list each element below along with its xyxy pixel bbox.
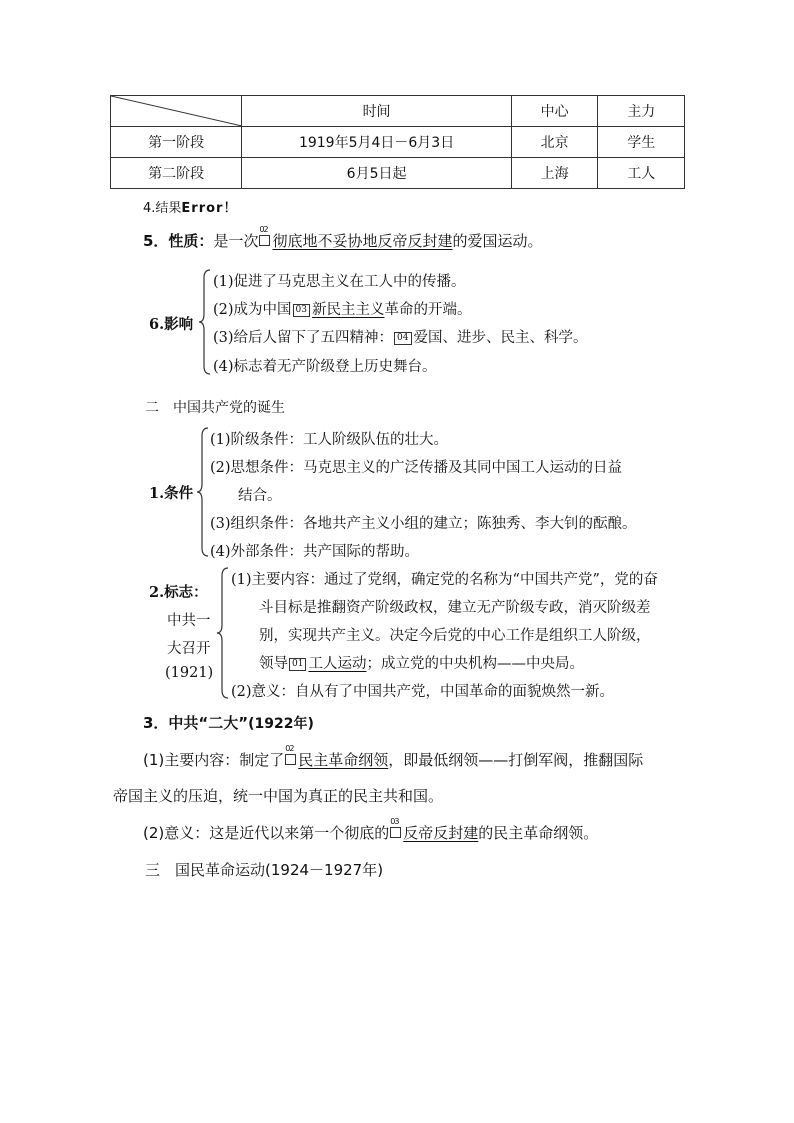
force-cell: 学生 [598,127,685,158]
sign-label-2: 中共一 [167,613,211,629]
center-cell: 上海 [511,158,598,189]
table-row [111,127,685,158]
item4-error: Error！ [181,201,238,216]
item3-meaning-post: 的民主革命纲领。 [478,824,599,842]
answer-marker-icon: 03 [293,304,310,317]
answer-marker [285,744,296,769]
item6-brace [198,268,212,376]
sign-meaning: (2)意义：自从有了中国共产党，中国革命的面貌焕然一新。 [231,684,615,700]
diagonal-line [111,96,242,126]
item4-label: 4.结果 [143,201,182,216]
marker-number: 02 [259,225,268,234]
stages-table [110,95,685,189]
item5-answer: 彻底地不妥协地反帝反封建 [272,232,453,250]
sign-line-1: (1)主要内容：通过了党纲，确定党的名称为“中国共产党”，党的奋 [231,572,658,588]
answer-marker [390,817,401,842]
sign-line4-pre: 领导 [259,656,288,672]
sign-line-3: 别，实现共产主义。决定今后党的中心工作是组织工人阶级， [259,628,651,644]
sign-label-3: 大召开 [167,641,211,657]
header-time: 时间 [242,96,512,127]
marker-box-icon [259,235,270,246]
sign-line-4 [259,652,584,673]
sign-brace [216,566,230,700]
header-force: 主力 [598,96,685,127]
item3-answer-1: 民主革命纲领 [298,751,389,769]
item3-content-pre: (1)主要内容：制定了 [143,751,285,769]
item6-line2-post: 革命的开端。 [384,302,472,318]
sign-line-2: 斗目标是推翻资产阶级政权，建立无产阶级专政，消灭阶级差 [259,600,651,616]
marker-box-icon [390,827,401,838]
item4-line [143,197,237,216]
item6-line-1: (1)促进了马克思主义在工人中的传播。 [213,274,466,290]
item5-line [143,225,543,251]
header-center: 中心 [511,96,598,127]
conditions-brace [196,426,210,558]
item6-line-3 [213,326,588,347]
sign-line4-post: ；成立党的中央机构——中央局。 [366,656,584,672]
item6-line-4: (4)标志着无产阶级登上历史舞台。 [213,359,437,375]
condition-line-2: (2)思想条件：马克思主义的广泛传播及其同中国工人运动的日益 [210,460,623,476]
marker-box-icon [285,754,296,765]
sign-answer: 工人运动 [308,656,367,672]
stage-cell: 第一阶段 [111,127,242,158]
item3-meaning-pre: (2)意义：这是近代以来第一个彻底的 [143,824,390,842]
item3-year: (1922年) [248,716,314,732]
diagonal-header-cell [111,96,242,127]
item3-answer-2: 反帝反封建 [403,824,479,842]
item6-answer-3: 爱国、进步、民主、科学 [413,330,573,346]
section3-title: 三 国民革命运动(1924－1927年) [145,861,384,879]
time-cell: 1919年5月4日－6月3日 [242,127,512,158]
marker-number: 02 [285,744,294,753]
item6-line2-pre: (2)成为中国 [213,302,292,318]
table-header-row [111,96,685,127]
item6-line3-pre: (3)给后人留下了五四精神： [213,330,394,346]
force-cell: 工人 [598,158,685,189]
conditions-label: 1.条件 [149,485,194,502]
item3-content-line-2: 帝国主义的压迫，统一中国为真正的民主共和国。 [113,787,444,805]
condition-line-1: (1)阶级条件：工人阶级队伍的壮大。 [210,432,449,448]
condition-line-2-cont: 结合。 [238,488,282,504]
answer-marker-icon: 04 [394,332,411,345]
table-row [111,158,685,189]
item6-label: 6.影响 [149,316,194,333]
item3-content-post: ，即最低纲领——打倒军阀，推翻国际 [388,751,644,769]
sign-label-4: (1921) [165,665,214,681]
center-cell: 北京 [511,127,598,158]
marker-number: 03 [390,817,399,826]
item3-title: 3．中共“二大” [143,714,249,732]
item5-label: 5．性质： [143,232,214,250]
item6-line-2 [213,298,472,319]
condition-line-4: (4)外部条件：共产国际的帮助。 [210,544,420,560]
section2-title: 二 中国共产党的诞生 [145,400,285,416]
answer-marker [259,225,270,250]
item3-title-line [143,712,314,733]
sign-label: 2.标志： [149,584,208,601]
item3-meaning-line [143,817,599,843]
item6-answer-2: 新民主主义 [312,302,385,318]
item3-content-line [143,744,644,770]
time-cell: 6月5日起 [242,158,512,189]
item5-pre: 是一次 [213,232,259,250]
item6-line3-post: 。 [573,330,588,346]
answer-marker-icon: 01 [289,658,306,671]
item5-post: 的爱国运动。 [452,232,543,250]
stage-cell: 第二阶段 [111,158,242,189]
condition-line-3: (3)组织条件：各地共产主义小组的建立；陈独秀、李大钊的酝酿。 [210,516,637,532]
